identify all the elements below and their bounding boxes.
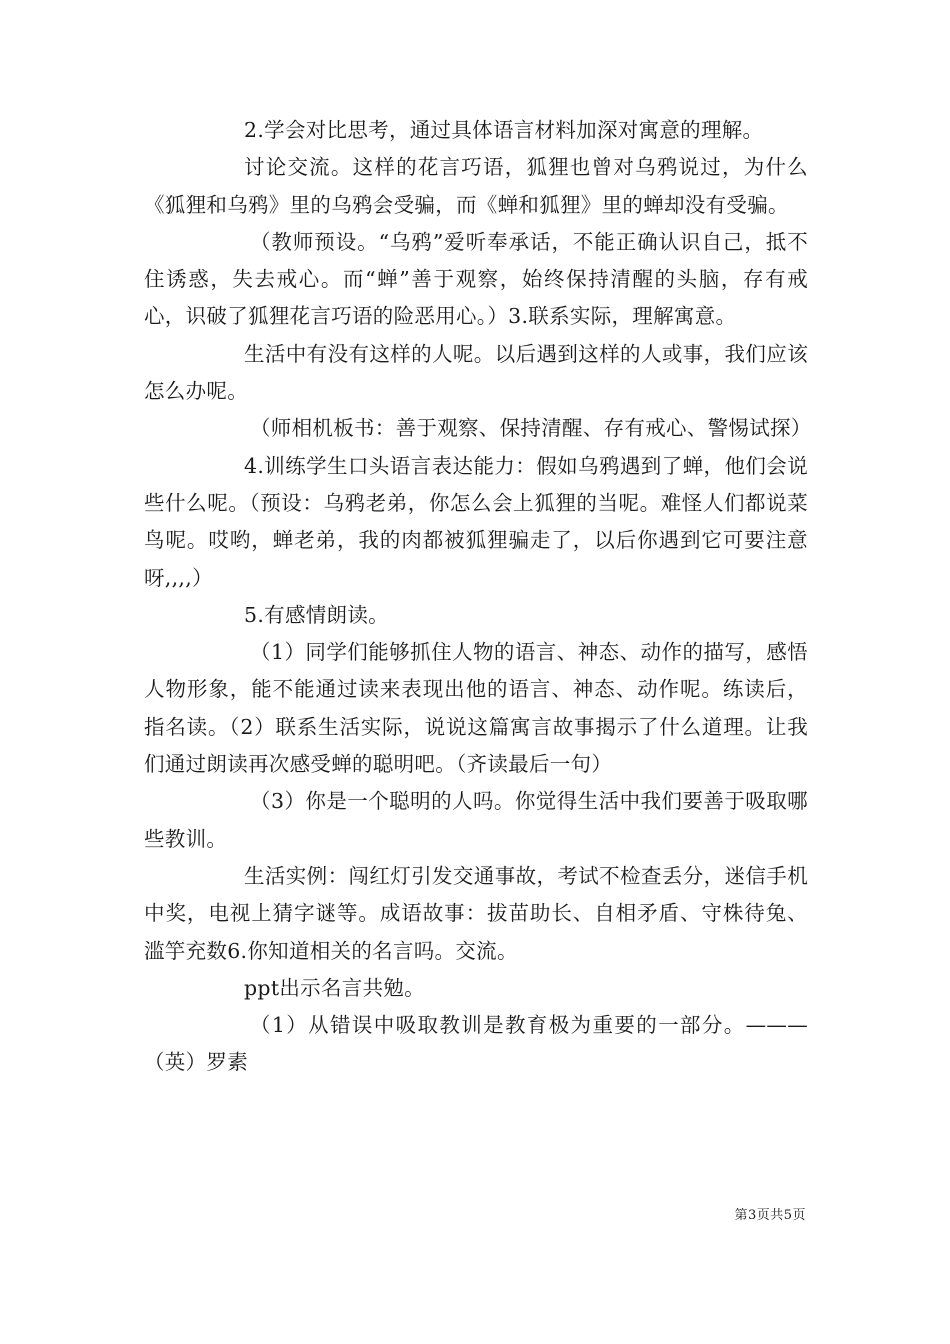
paragraph-7: 5.有感情朗读。 <box>244 602 389 627</box>
page-indicator: 第3页共5页 <box>734 1208 806 1223</box>
paragraph-1: 2.学会对比思考，通过具体语言材料加深对寓意的理解。 <box>244 118 764 142</box>
paragraph-3: （教师预设。“乌鸦”爱听奉承话，不能正确认识自己，抵不住诱惑，失去戒心。而“蝉”善于观察，始终保持清醒的头脑，存有戒心，识破了狐狸花言巧语的险恶用心。）3.联系实际，理解寓意。 <box>144 229 808 329</box>
document-body <box>144 112 812 1082</box>
paragraph-11: ppt出示名言共勉。 <box>244 975 425 1000</box>
paragraph-9: （3）你是一个聪明的人吗。你觉得生活中我们要善于吸取哪些教训。 <box>144 789 808 851</box>
paragraph-8: （1）同学们能够抓住人物的语言、神态、动作的描写，感悟人物形象，能不能通过读来表现出他的语言、神态、动作呢。练读后，指名读。（2）联系生活实际，说说这篇寓言故事揭示了什么道理。让我们通过朗读再次感受蝉的聪明吧。（齐读最后一句） <box>144 640 808 777</box>
paragraph-5: （师相机板书：善于观察、保持清醒、存有戒心、警惕试探） <box>250 416 812 441</box>
paragraph-2: 讨论交流。这样的花言巧语，狐狸也曾对乌鸦说过，为什么《狐狸和乌鸦》里的乌鸦会受骗，而《蝉和狐狸》里的蝉却没有受骗。 <box>144 155 808 217</box>
paragraph-12: （1）从错误中吸取教训是教育极为重要的一部分。———（英）罗素 <box>144 1013 808 1075</box>
paragraph-6: 4.训练学生口头语言表达能力：假如乌鸦遇到了蝉，他们会说些什么呢。（预设：乌鸦老弟，你怎么会上狐狸的当呢。难怪人们都说菜鸟呢。哎哟，蝉老弟，我的肉都被狐狸骗走了，以后你遇到它可要注意呀,,,,） <box>144 453 808 590</box>
paragraph-10: 生活实例：闯红灯引发交通事故，考试不检查丢分，迷信手机中奖，电视上猜字谜等。成语故事：拔苗助长、自相矛盾、守株待兔、滥竽充数6.你知道相关的名言吗。交流。 <box>144 863 808 963</box>
paragraph-4: 生活中有没有这样的人呢。以后遇到这样的人或事，我们应该怎么办呢。 <box>144 341 808 404</box>
